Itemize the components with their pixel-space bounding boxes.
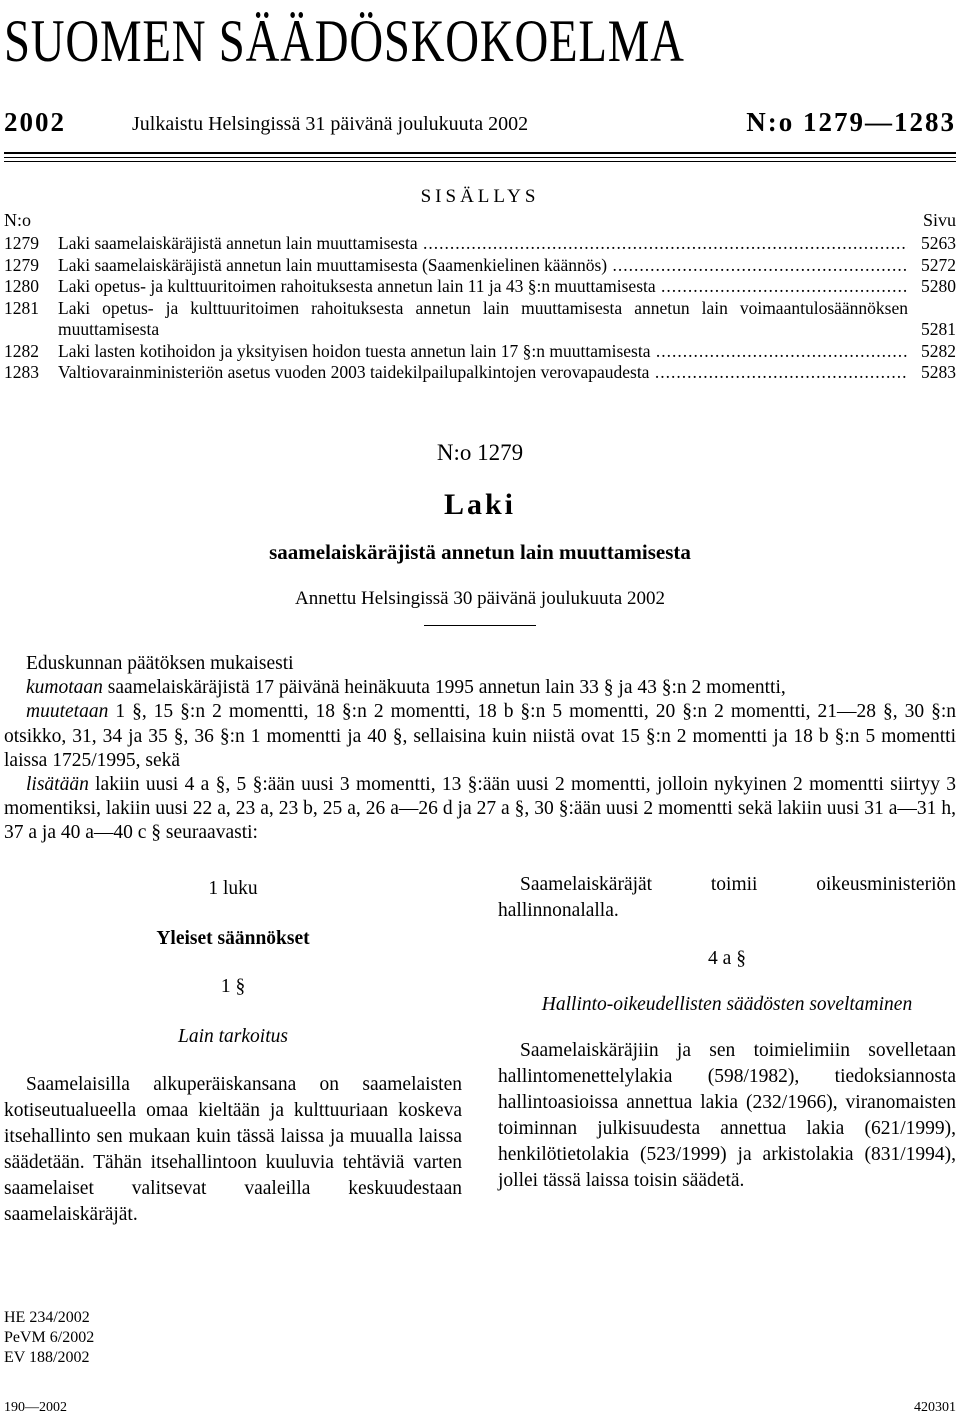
chapter-number: 1 luku <box>208 878 258 899</box>
preamble-repeal <box>4 676 956 700</box>
toc-entry[interactable] <box>4 255 956 277</box>
reference-item: PeVM 6/2002 <box>4 1329 95 1346</box>
preamble-intro: Eduskunnan päätöksen mukaisesti <box>26 653 294 674</box>
issue-numbers: N:o 1279—1283 <box>746 107 956 137</box>
publication-date: Julkaistu Helsingissä 31 päivänä joulukuuta 2002 <box>132 113 529 135</box>
toc-entry-number: 1280 <box>4 276 39 296</box>
section-title: Hallinto-oikeudellisten säädösten soveltaminen <box>541 994 913 1015</box>
masthead: SUOMEN SÄÄDÖSKOKOELMA <box>4 8 685 74</box>
toc-entry-number: 1283 <box>4 362 39 382</box>
toc-entry-title: Laki lasten kotihoidon ja yksityisen hoidon tuesta annetun lain 17 §:n muuttamisesta ..... <box>58 341 908 363</box>
toc-entry[interactable] <box>4 276 956 298</box>
toc-entry-page: 5283 <box>921 362 956 382</box>
toc-list <box>4 233 956 384</box>
toc-entry[interactable] <box>4 233 956 255</box>
repeal-text: saamelaiskäräjistä 17 päivänä heinäkuuta 1995 annetun lain 33 § ja 43 §:n 2 momentti, <box>102 677 786 699</box>
toc-entry[interactable] <box>4 298 956 341</box>
issue-header <box>4 103 956 143</box>
section-body: Saamelaiskäräjiin ja sen toimielimiin sovelletaan hallintomenettelylakia (598/1982), tiedoksiannosta hallintoasioissa annettua lakia (232/1966), viranomaisten toiminnan julkisuudesta annettua lakia (621/1999), henkilötietolakia (523/1999) ja arkistolakia (831/1994), jollei tässä laissa toisin säädetä. <box>498 1040 956 1191</box>
act-date: Annettu Helsingissä 30 päivänä joulukuuta 2002 <box>295 588 665 609</box>
footer-right: 420301 <box>914 1400 956 1415</box>
toc-entry[interactable] <box>4 341 956 363</box>
add-text: lakiin uusi 4 a §, 5 §:ään uusi 3 momentti, 13 §:ään uusi 2 momentti, jolloin nykyinen 2 momentti siirtyy 3 momentiksi, lakiin uusi 22 a, 23 a, 23 b, 25 a, 26 a—26 d ja 27 a §, 30 §:ään uusi 2 momentti sekä lakiin uusi 31 a—31 h, 37 a ja 40 a—40 c § seuraavasti: <box>4 774 956 844</box>
chapter-title: Yleiset säännökset <box>156 928 310 949</box>
section-number: 4 a § <box>708 948 746 969</box>
keyword-muutetaan: muutetaan <box>26 701 109 723</box>
toc-entry-title: Laki opetus- ja kulttuuritoimen rahoituksesta annetun lain muuttamisesta annetun lain voimaantulosäännöksen muuttamisesta ..... <box>58 298 908 341</box>
act-number: N:o 1279 <box>436 440 524 465</box>
reference-item: EV 188/2002 <box>4 1349 90 1366</box>
issue-year: 2002 <box>4 107 66 137</box>
toc-entry-number: 1281 <box>4 297 39 318</box>
rule-line <box>4 157 956 158</box>
toc-entry-page: 5280 <box>921 276 956 296</box>
preamble-amend <box>4 700 956 773</box>
toc-entry-title: Valtiovarainministeriön asetus vuoden 2003 taidekilpailupalkintojen verovapaudesta ..... <box>58 362 908 384</box>
rule-line <box>4 161 956 162</box>
continued-text: Saamelaiskäräjät toimii oikeusministeriön hallinnonalalla. <box>498 874 956 921</box>
toc-entry-title: Laki opetus- ja kulttuuritoimen rahoituksesta annetun lain 11 ja 43 §:n muuttamisesta ..... <box>58 276 908 298</box>
toc-entry-page: 5281 <box>921 319 956 339</box>
section-number: 1 § <box>220 976 246 997</box>
toc-title: SISÄLLYS <box>420 186 540 207</box>
toc-entry-number: 1279 <box>4 254 39 275</box>
toc-column-headers <box>4 210 956 231</box>
act-title: saamelaiskäräjistä annetun lain muuttamisesta <box>269 540 691 564</box>
toc-entry-page: 5272 <box>921 254 956 275</box>
footer-left: 190—2002 <box>4 1400 67 1415</box>
section-body: Saamelaisilla alkuperäiskansana on saamelaisten kotiseutualueella omaa kieltään ja kulttuuriaan koskeva itsehallinto sen mukaan kuin tässä laissa ja muualla laissa säädetään. Tähän itsehallintoon kuuluvia tehtäviä varten saamelaiset valitsevat vaaleilla keskuudestaan saamelaiskäräjät. <box>4 1074 462 1225</box>
section-title: Lain tarkoitus <box>178 1026 288 1047</box>
right-column <box>498 872 956 1194</box>
preamble-add <box>4 773 956 846</box>
toc-col-number: N:o <box>4 210 31 230</box>
toc-entry-number: 1282 <box>4 340 39 361</box>
toc-entry-number: 1279 <box>4 233 39 253</box>
rule-line <box>4 152 956 154</box>
reference-item: HE 234/2002 <box>4 1309 90 1326</box>
preamble <box>4 652 956 846</box>
references <box>4 1308 94 1368</box>
left-column <box>4 872 462 1228</box>
header-rules <box>4 152 956 165</box>
act-type: Laki <box>443 488 517 521</box>
keyword-lisataan: lisätään <box>26 774 89 796</box>
divider <box>424 625 536 626</box>
toc-entry[interactable] <box>4 362 956 384</box>
toc-entry-title: Laki saamelaiskäräjistä annetun lain muuttamisesta (Saamenkielinen käännös) ..... <box>58 255 908 277</box>
keyword-kumotaan: kumotaan <box>26 677 103 699</box>
toc-col-page: Sivu <box>922 210 956 230</box>
toc-entry-page: 5282 <box>921 340 956 361</box>
amend-text: 1 §, 15 §:n 2 momentti, 18 §:n 2 momentti, 18 b §:n 5 momentti, 20 §:n 2 momentti, 21—28 §, 30 §:n otsikko, 31, 34 ja 35 §, 36 §:n 1 momentti ja 40 §, sellaisina kuin niistä ovat 15 §:n 2 momentti ja 18 b §:n 5 momentti laissa 1725/1995, sekä <box>4 701 956 771</box>
toc-entry-title: Laki saamelaiskäräjistä annetun lain muuttamisesta ..... <box>58 233 908 255</box>
toc-entry-page: 5263 <box>921 233 956 253</box>
